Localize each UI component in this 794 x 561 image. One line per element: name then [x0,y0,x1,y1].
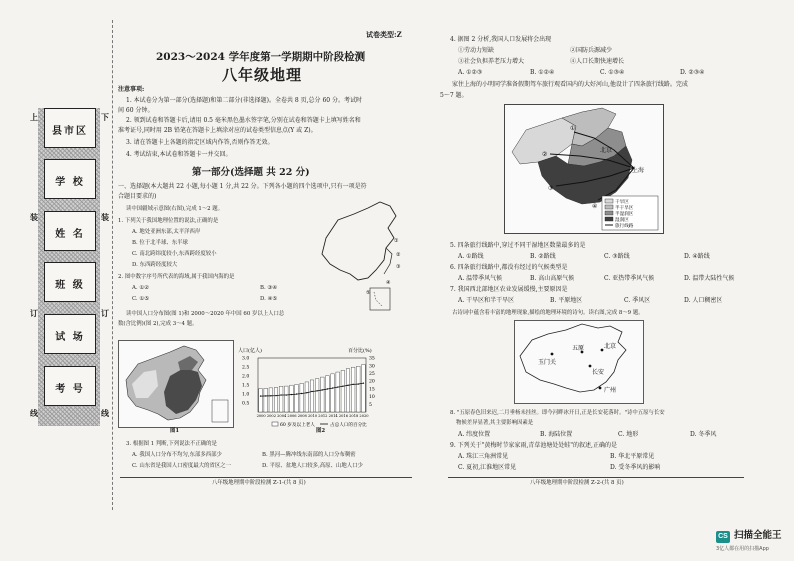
q1-option-a: A. 地处亚洲东部,太平洋西岸 [132,229,201,235]
right-footer-rule [448,477,744,478]
q7-option-b: B. 平原地区 [550,297,583,304]
q1-option-b: B. 位于北半球、东半球 [132,240,188,246]
chart-bar-2019 [356,366,360,412]
figure2-caption: 图2 [316,428,326,434]
q3-option-c: C. 山东省是我国人口密度最大的省区之一 [132,463,232,469]
chart-right-tick-10: 10 [369,395,375,401]
q5-option-a: A. ①路线 [458,253,484,260]
right-page-footer: 八年级地理期中阶段检测 Z-2-(共 8 页) [530,480,624,486]
q7-option-c: C. 季风区 [624,297,651,304]
chart-right-tick-15: 15 [369,387,375,393]
route-label-3: ③ [548,185,554,192]
q7-option-a: A. 干旱区和半干旱区 [458,297,515,304]
q2-option-c: C. ①⑤ [132,296,150,302]
chart-bar-2003 [274,388,278,412]
chart-right-tick-30: 30 [369,364,375,370]
chart-bar-2016 [341,370,345,412]
q3-stem: 3. 根据图 1 判断,下列说法不正确的是 [126,441,217,447]
q3-option-a: A. 我国人口分布不均匀,东部多西部少 [132,452,222,458]
q9-stem: 9. 下列关于"黄梅时节家家雨,青草池塘处处蛙"的叙述,正确的是 [450,442,617,449]
chart-right-tick-5: 5 [369,402,372,408]
city-label-wuyuan: 五原 [572,345,585,352]
legend-swatch-semi-humid [605,211,613,215]
aging-chart [238,346,384,428]
q8-9-intro: 古诗词中蕴含着丰富的地理现象,描绘的地理环境的诗句。读右图,完成 8～9 题。 [452,310,644,316]
chart-bar-2010 [310,380,314,412]
field-room-label: 试 场 [55,332,85,343]
q3-option-d: D. 平原、盆地人口较多,高原、山地人口少 [262,463,363,469]
q2-option-b: B. ③④ [260,285,278,291]
q2-option-d: D. ④⑤ [260,296,278,302]
city-dot-guangzhou [599,387,602,390]
chart-legend-bar-swatch [272,422,278,426]
chart-x-tick-2000: 2000 [256,414,266,418]
note-line-2: 间 60 分钟。 [118,107,154,114]
chart-x-tick-2012: 2012 [318,414,328,418]
chart-right-axis-title: 百分比(%) [348,348,372,354]
q6-option-d: D. 温带大陆性气候 [684,275,735,282]
legend-label-humid: 湿润区 [615,218,629,223]
side-left-ding: 订 [30,308,38,318]
city-map-frame [515,321,644,404]
chart-bar-2011 [315,379,319,412]
legend-label-arid: 干旱区 [615,200,629,205]
chart-x-tick-2002: 2002 [266,414,277,418]
population-map [118,340,234,428]
city-label-beijing: 北京 [604,343,617,350]
chart-bar-2012 [320,377,324,412]
city-label-changan: 长安 [592,369,605,376]
note-line-3: 2. 领到试卷和答题卡后,请用 0.5 毫米黑色墨水签字笔,分别在试卷和答题卡上填写姓名和 [126,117,361,124]
chart-x-tick-2010: 2010 [308,414,318,418]
q3-option-b: B. 黑河—腾冲线东南部的人口分布稠密 [262,452,356,458]
exam-type: 试卷类型:Z [366,30,402,39]
route-map [504,104,664,234]
q5-stem: 5. 四条旅行线路中,穿过不同干湿地区数量最多的是 [450,242,586,249]
q1-option-d: D. 东西跨经度较大 [132,262,178,268]
city-dot-changan [589,365,592,368]
south-sea-inset [370,288,390,310]
legend-swatch-arid [605,199,613,203]
q5-option-c: C. ③路线 [604,253,630,260]
cut-line [112,20,113,510]
field-name-label: 姓 名 [55,229,85,240]
q4-answer-c: C. ①③④ [600,69,625,76]
chart-bar-2015 [336,372,340,412]
city-dot-beijing [601,349,604,352]
legend-label-semi-humid: 半湿润区 [615,212,634,217]
q8-stem-1: 8. "五原春色旧来迟,二月垂杨未挂丝。即今河畔冰开日,正是长安花落时。"诗中五原与长安 [450,410,665,416]
part1-title: 第一部分(选择题 共 22 分) [192,167,310,178]
chart-bar-2004 [279,386,283,412]
q3-4-intro-2: 数(含比例)(图 2),完成 3～4 题。 [118,321,198,327]
city-label-yumenguan: 玉门关 [538,359,557,366]
q8-stem-2: 物候差异显著,其主要影响因素是 [456,420,534,426]
note-line-6: 4. 考试结束,本试卷和答题卡一并交回。 [126,151,232,158]
route-beijing-label: 北京 [600,147,613,154]
route-label-4: ④ [592,203,598,210]
field-name [44,211,96,251]
part1-instruction-1: 一、选择题(本大题共 22 小题,每小题 1 分,共 22 分。下列各小题的四个选项中,只有一项是符 [118,183,367,190]
q4-answer-a: A. ①②③ [458,69,483,76]
subject-title: 八年级地理 [222,66,303,84]
chart-right-tick-35: 35 [369,356,375,362]
chart-left-tick-1.0: 1.0 [242,392,250,398]
side-right-bottom: 下 [101,112,109,122]
chart-legend-line-label: 占总人口的百分比 [330,423,367,428]
field-exam-number [44,366,96,406]
chart-right-tick-20: 20 [369,379,375,385]
scanner-title: 扫描全能王 [734,530,782,541]
route-label-2: ② [542,151,548,158]
q4-item-1: ①劳动力短缺 [458,47,495,54]
field-county [44,108,96,148]
q6-option-c: C. 亚热带季风气候 [604,275,655,282]
city-dot-yumenguan [551,353,554,356]
chart-bar-2000 [259,389,263,412]
note-line-1: 1. 本试卷分为第一部分(选择题)和第二部分(非选择题)。全卷共 8 页,总分 60 分。考试时 [126,97,362,104]
chart-bar-2008 [300,383,304,412]
q2-option-a: A. ①② [132,285,149,291]
legend-swatch-semi-arid [605,205,613,209]
note-line-4: 准考证号,同时用 2B 铅笔在答题卡上填涂对应的试卷类型信息点(Y 或 Z)。 [118,127,317,134]
nine-dash-line [374,292,382,306]
q1-2-intro: 读中国疆域示意图(右图),完成 1～2 题。 [126,206,224,212]
chart-bar-2005 [284,386,288,412]
side-left-top: 上 [30,112,38,122]
chart-x-tick-2008: 2008 [297,414,307,418]
sea-label-2: ② [396,252,401,258]
scanner-badge [716,531,730,543]
chart-bar-2013 [326,376,330,412]
q6-option-a: A. 温带季风气候 [458,275,503,282]
q5-7-intro-1: 家住上海的小明同学准备假期驾车旅行观看国内的大好河山,他设计了四条旅行线路。完成 [452,81,688,88]
q9-option-d: D. 受冬季风的影响 [610,464,661,471]
sea-label-5: ⑤ [366,290,371,296]
q8-option-b: B. 海陆位置 [540,431,573,438]
chart-x-tick-2016: 2016 [338,414,349,418]
note-line-5: 3. 请在答题卡上各题的指定区域内作答,否则作答无效。 [126,139,274,146]
field-class-label: 班 级 [55,280,85,291]
chart-bar-2007 [295,384,299,412]
q8-option-a: A. 纬度位置 [458,431,491,438]
chart-x-tick-2004: 2004 [277,414,287,418]
q4-answer-b: B. ①②④ [530,69,555,76]
q9-option-a: A. 珠江三角洲常见 [458,453,509,460]
chart-left-tick-0.5: 0.5 [242,401,250,407]
chart-bar-2002 [269,388,273,412]
scanner-subtitle: 3亿人都在用的扫描App [716,546,769,552]
sea-label-1: ① [394,238,399,244]
chart-bar-2006 [290,385,294,412]
q4-item-4: ④人口长期快速增长 [570,58,625,65]
q9-option-c: C. 夏初,江淮地区常见 [458,464,517,471]
q2-stem: 2. 图中数字序号所代表的海域,属于我国内海的是 [118,274,235,280]
scanner-badge-text: CS [718,533,728,540]
chart-bar-2001 [264,388,268,412]
field-class [44,262,96,302]
left-page-footer: 八年级地理期中阶段检测 Z-1-(共 8 页) [212,480,306,486]
sea-label-4: ④ [386,280,391,286]
city-label-guangzhou: 广州 [604,387,617,394]
side-left-zhuang: 装 [30,212,38,222]
chart-bar-2018 [351,367,355,412]
city-map [514,320,644,404]
part1-instruction-2: 合题目要求的) [118,193,157,200]
chart-left-tick-1.5: 1.5 [242,383,250,389]
field-room [44,314,96,354]
chart-left-tick-2.0: 2.0 [242,374,250,380]
chart-legend-bar-label: 60 岁及以上老人 [280,423,315,428]
q5-option-b: B. ②路线 [530,253,556,260]
figure1-caption: 图1 [170,428,180,434]
sea-label-3: ③ [396,264,401,270]
q1-stem: 1. 下列关于我国地理位置的说法,正确的是 [118,218,219,224]
q4-stem: 4. 据图 2 分析,我国人口发展将会出现 [450,36,552,43]
territory-map [316,198,408,313]
q4-item-2: ②国防兵源减少 [570,47,613,54]
chart-right-tick-25: 25 [369,372,375,378]
side-right-xian: 线 [101,408,109,418]
q8-option-c: C. 地形 [618,431,639,438]
q9-option-b: B. 华北平原常见 [610,453,655,460]
q3-4-intro-1: 读中国人口分布图(图 1)和 2000～2020 年中国 60 岁以上人口总 [126,311,285,317]
year-title: 2023～2024 学年度第一学期期中阶段检测 [156,51,366,63]
q4-item-3: ③社会负担养老压力增大 [458,58,525,65]
route-label-1: ① [570,125,576,132]
q8-option-d: D. 冬季风 [690,431,717,438]
q5-7-intro-2: 5～7 题。 [440,92,468,99]
q7-stem: 7. 我国西北部地区农业发展缓慢,主要原因是 [450,286,568,293]
q7-option-d: D. 人口稠密区 [684,297,723,304]
chart-bar-2017 [346,369,350,412]
chart-bar-2014 [331,374,335,412]
left-footer-rule [120,477,412,478]
territory-map-outline [322,202,396,280]
chart-x-tick-2020: 2020 [359,414,369,418]
legend-swatch-humid [605,217,613,221]
legend-label-semi-arid: 半干旱区 [615,206,634,211]
legend-label-route: 旅行线路 [615,224,634,229]
q1-option-c: C. 南北跨纬度较小,东西跨经度较小 [132,251,217,257]
chart-bar-2020 [362,364,366,412]
side-right-ding: 订 [101,308,109,318]
q5-option-d: D. ④路线 [684,253,710,260]
chart-x-tick-2014: 2014 [328,414,338,418]
chart-left-tick-3.0: 3.0 [242,356,250,362]
notes-heading: 注意事项: [118,86,145,93]
chart-left-tick-2.5: 2.5 [242,365,250,371]
field-county-label: 县市区 [52,126,88,137]
chart-x-tick-2018: 2018 [349,414,359,418]
side-right-zhuang: 装 [101,212,109,222]
field-school-label: 学 校 [55,177,85,188]
chart-bar-2009 [305,382,309,412]
chart-left-axis-title: 人口(亿人) [238,348,262,354]
q6-option-b: B. 高山高原气候 [530,275,575,282]
q6-stem: 6. 四条旅行线路中,都没有经过的气候类型是 [450,264,568,271]
q4-answer-d: D. ②③④ [680,69,705,76]
field-school [44,159,96,199]
chart-x-tick-2006: 2006 [287,414,297,418]
route-shanghai-label: 上海 [632,167,645,174]
field-exam-number-label: 考 号 [55,384,85,395]
side-left-xian: 线 [30,408,38,418]
